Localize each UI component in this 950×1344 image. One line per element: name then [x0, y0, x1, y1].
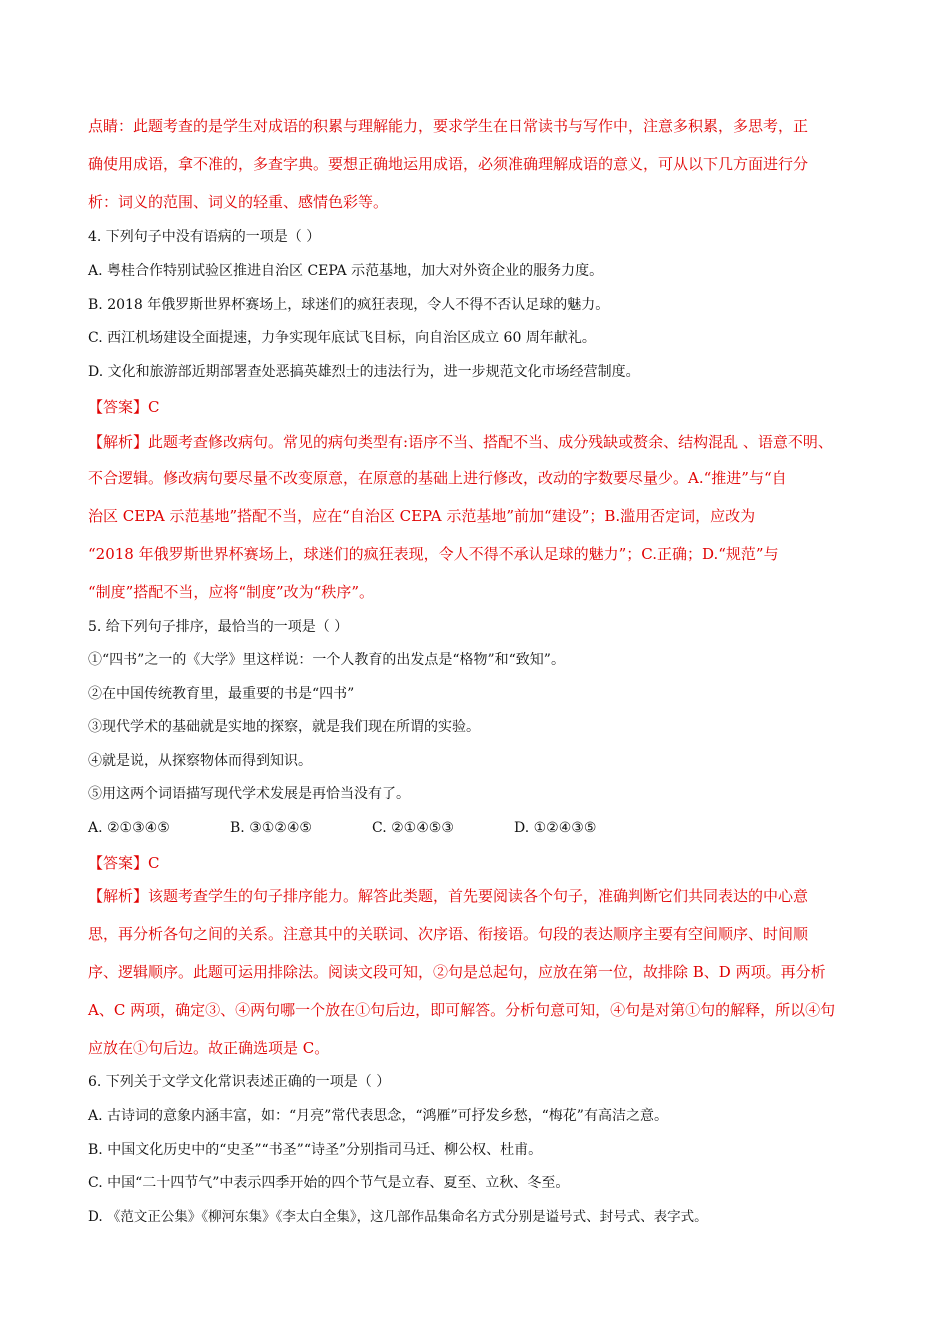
q5-answer — [88, 853, 870, 873]
q4-answer — [88, 397, 870, 417]
answer-tag: 【答案】 — [88, 854, 149, 872]
q5-option-a: A. ②①③④⑤ — [88, 820, 170, 836]
analysis-text: 此题考查修改病句。常见的病句类型有:语序不当、搭配不当、成分残缺或赘余、结构混乱 、语意不明、 — [148, 433, 833, 451]
q5-option-c: C. ②①④⑤③ — [372, 820, 454, 836]
q5-analysis-line — [88, 886, 870, 906]
q5-analysis-line: 序、逻辑顺序。此题可运用排除法。阅读文段可知，②句是总起句，应放在第一位，故排除 B、D 两项。再分析 — [88, 963, 826, 981]
dianjing-line: 析：词义的范围、词义的轻重、感情色彩等。 — [88, 193, 389, 211]
q6-option-c: C. 中国“二十四节气”中表示四季开始的四个节气是立春、夏至、立秋、冬至。 — [88, 1175, 570, 1191]
answer-value: C — [148, 854, 160, 872]
q5-analysis-line: 应放在①句后边。故正确选项是 C。 — [88, 1039, 330, 1057]
q5-sentence: ③现代学术的基础就是实地的探察，就是我们现在所谓的实验。 — [88, 719, 480, 735]
dianjing-line: 点睛：此题考查的是学生对成语的积累与理解能力，要求学生在日常读书与写作中，注意多积累，多思考，正 — [88, 117, 809, 135]
q4-option-c: C. 西江机场建设全面提速，力争实现年底试飞目标，向自治区成立 60 周年献礼。 — [88, 330, 596, 346]
q4-option-b: B. 2018 年俄罗斯世界杯赛场上，球迷们的疯狂表现，令人不得不否认足球的魅力。 — [88, 297, 610, 313]
q5-option-b: B. ③①②④⑤ — [230, 820, 312, 836]
q4-analysis-line: 不合逻辑。修改病句要尽量不改变原意，在原意的基础上进行修改，改动的字数要尽量少。A.“推进”与“自 — [88, 469, 787, 487]
analysis-tag: 【解析】 — [88, 887, 149, 905]
q5-analysis-line: 思，再分析各句之间的关系。注意其中的关联词、次序语、衔接语。句段的表达顺序主要有空间顺序、时间顺 — [88, 925, 809, 943]
q5-sentence: ①“四书”之一的《大学》里这样说：一个人教育的出发点是“格物”和“致知”。 — [88, 652, 565, 668]
answer-value: C — [148, 398, 160, 416]
q6-stem: 6. 下列关于文学文化常识表述正确的一项是（ ） — [88, 1074, 391, 1090]
q4-analysis-line: 治区 CEPA 示范基地”搭配不当，应在“自治区 CEPA 示范基地”前加“建设”；B.滥用否定词，应改为 — [88, 507, 756, 525]
q5-sentence: ②在中国传统教育里，最重要的书是“四书” — [88, 686, 355, 702]
q5-option-d: D. ①②④③⑤ — [514, 820, 597, 836]
q5-sentence: ⑤用这两个词语描写现代学术发展是再恰当没有了。 — [88, 786, 410, 802]
q4-option-a: A. 粤桂合作特别试验区推进自治区 CEPA 示范基地，加大对外资企业的服务力度。 — [88, 263, 604, 279]
q4-analysis-line — [88, 432, 870, 452]
q4-analysis-line: “制度”搭配不当，应将“制度”改为“秩序”。 — [88, 583, 375, 601]
q4-option-d: D. 文化和旅游部近期部署查处恶搞英雄烈士的违法行为，进一步规范文化市场经营制度。 — [88, 364, 640, 380]
q6-option-a: A. 古诗词的意象内涵丰富，如：“月亮”常代表思念，“鸿雁”可抒发乡愁，“梅花”有高洁之意。 — [88, 1108, 668, 1124]
q5-options — [88, 818, 870, 838]
q5-sentence: ④就是说，从探察物体而得到知识。 — [88, 753, 312, 769]
q6-option-d: D. 《范文正公集》《柳河东集》《李太白全集》，这几部作品集命名方式分别是谥号式、封号式、表字式。 — [88, 1209, 708, 1225]
q6-option-b: B. 中国文化历史中的“史圣”“书圣”“诗圣”分别指司马迁、柳公权、杜甫。 — [88, 1142, 543, 1158]
answer-tag: 【答案】 — [88, 398, 149, 416]
q5-stem: 5. 给下列句子排序，最恰当的一项是（ ） — [88, 619, 349, 635]
q4-stem: 4. 下列句子中没有语病的一项是（ ） — [88, 229, 321, 245]
q4-analysis-line: “2018 年俄罗斯世界杯赛场上，球迷们的疯狂表现，令人不得不承认足球的魅力”；C.正确；D.“规范”与 — [88, 545, 779, 563]
dianjing-line: 确使用成语，拿不准的，多查字典。要想正确地运用成语，必须准确理解成语的意义，可从以下几方面进行分 — [88, 155, 809, 173]
analysis-tag: 【解析】 — [88, 433, 149, 451]
analysis-text: 该题考查学生的句子排序能力。解答此类题，首先要阅读各个句子，准确判断它们共同表达的中心意 — [148, 887, 809, 905]
q5-analysis-line: A、C 两项，确定③、④两句哪一个放在①句后边，即可解答。分析句意可知，④句是对第①句的解释，所以④句 — [88, 1001, 836, 1019]
